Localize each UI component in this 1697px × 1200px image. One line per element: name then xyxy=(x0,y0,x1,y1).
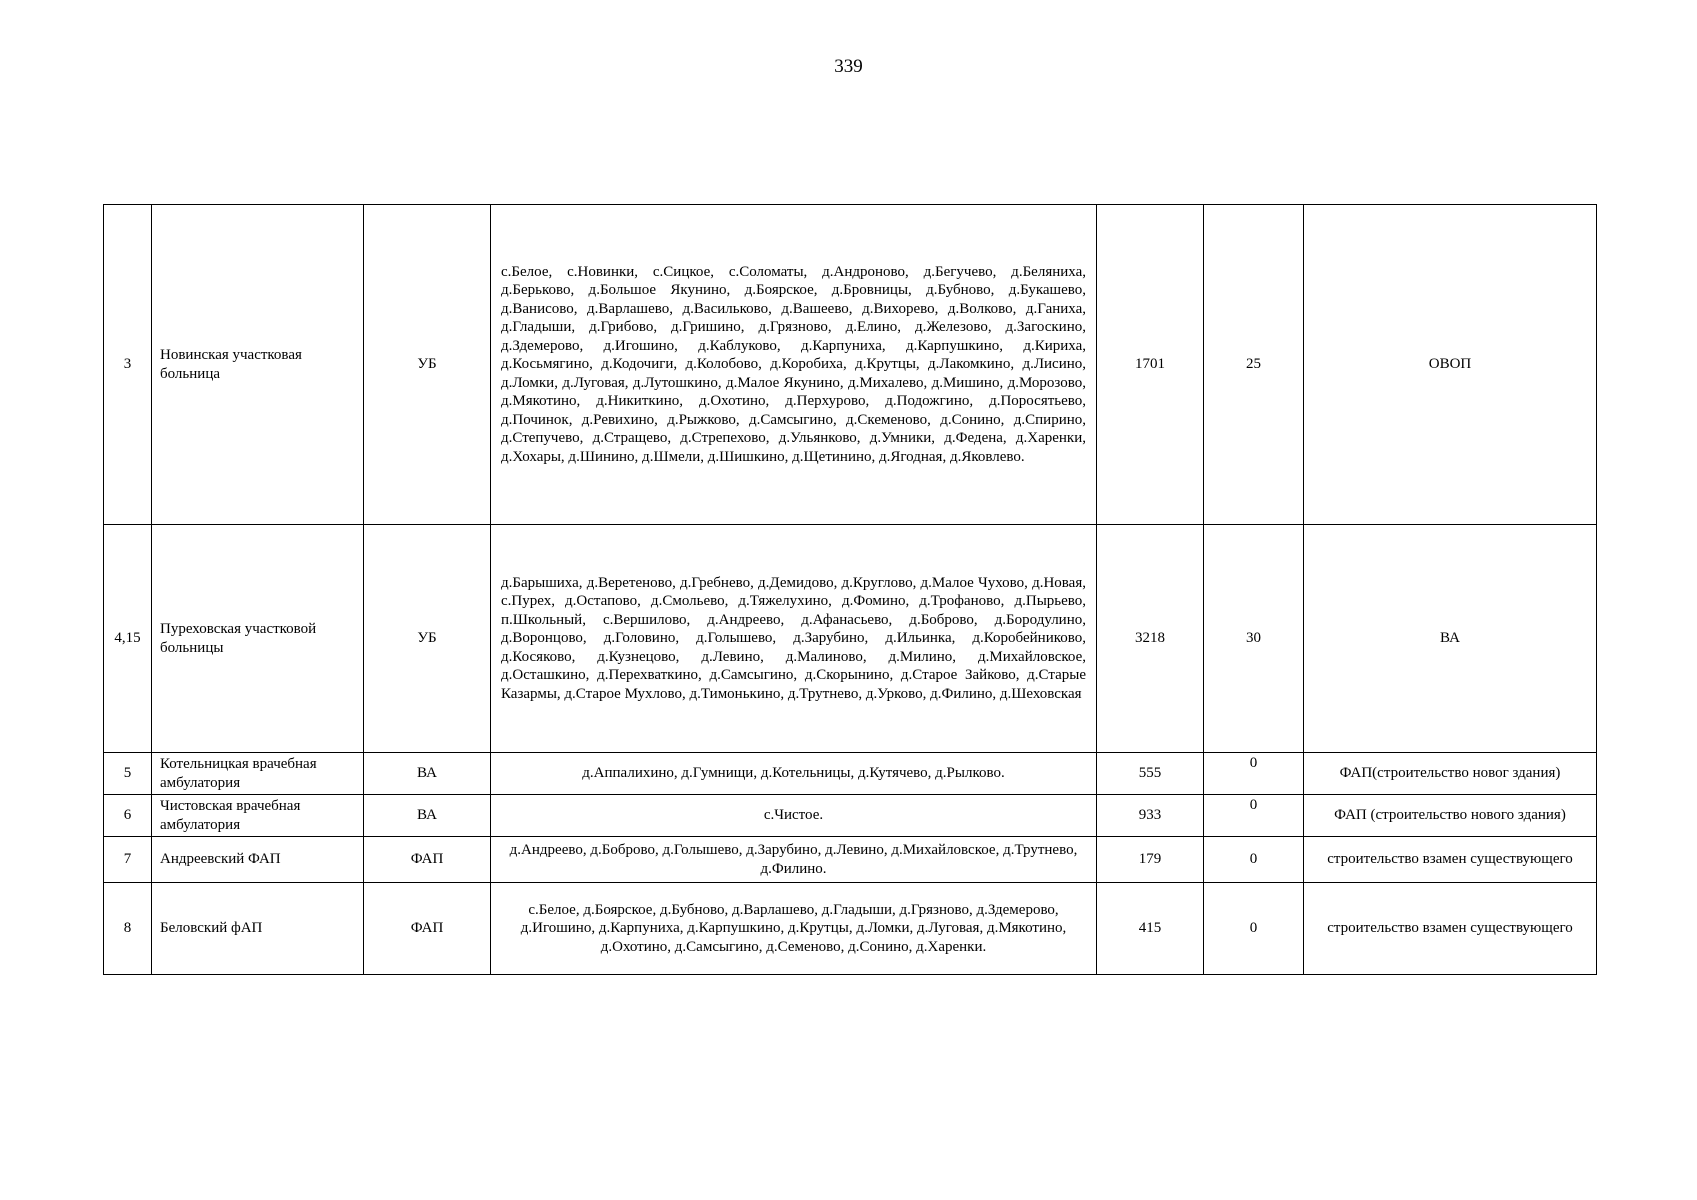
population: 3218 xyxy=(1097,525,1204,753)
facility-name: Котельницкая врачебная амбулатория xyxy=(152,753,364,795)
facility-type: ВА xyxy=(364,753,491,795)
population: 415 xyxy=(1097,883,1204,975)
planned-action: ВА xyxy=(1304,525,1597,753)
facility-type: ВА xyxy=(364,795,491,837)
row-number: 7 xyxy=(104,837,152,883)
staff-count: 30 xyxy=(1204,525,1304,753)
row-number: 8 xyxy=(104,883,152,975)
service-area: с.Чистое. xyxy=(491,795,1097,837)
facility-name: Новинская участковая больница xyxy=(152,205,364,525)
facility-name: Андреевский ФАП xyxy=(152,837,364,883)
population: 933 xyxy=(1097,795,1204,837)
table-row xyxy=(104,525,1597,753)
population: 179 xyxy=(1097,837,1204,883)
row-number: 6 xyxy=(104,795,152,837)
facility-name: Беловский фАП xyxy=(152,883,364,975)
facility-type: УБ xyxy=(364,205,491,525)
row-number: 3 xyxy=(104,205,152,525)
staff-count: 0 xyxy=(1204,795,1304,837)
facilities-table xyxy=(103,204,1597,975)
service-area: с.Белое, с.Новинки, с.Сицкое, с.Соломаты, д.Андроново, д.Бегучево, д.Беляниха, д.Берьково, д.Большое Якунино, д.Боярское, д.Бровницы, д.Бубново, д.Букашево, д.Ванисово, д.Варлашево, д.Васильково, д.Вашеево, д.Вихорево, д.Волково, д.Ганиха, д.Гладыши, д.Грибово, д.Гришино, д.Грязново, д.Елино, д.Железово, д.Загоскино, д.Здемерово, д.Игошино, д.Каблуково, д.Карпуниха, д.Карпушкино, д.Кириха, д.Косьмягино, д.Кодочиги, д.Колобово, д.Коробиха, д.Крутцы, д.Лакомкино, д.Лисино, д.Ломки, д.Луговая, д.Лутошкино, д.Малое Якунино, д.Михалево, д.Мишино, д.Морозово, д.Мякотино, д.Никиткино, д.Охотино, д.Перхурово, д.Подожгино, д.Поросятьево, д.Починок, д.Ревихино, д.Рыжково, д.Самсыгино, д.Скеменово, д.Сонино, д.Спирино, д.Степучево, д.Стращево, д.Стрепехово, д.Ульянково, д.Умники, д.Федена, д.Харенки, д.Хохары, д.Шинино, д.Шмели, д.Шишкино, д.Щетинино, д.Ягодная, д.Яковлево. xyxy=(491,205,1097,525)
planned-action: ФАП (строительство нового здания) xyxy=(1304,795,1597,837)
table-row xyxy=(104,205,1597,525)
population: 1701 xyxy=(1097,205,1204,525)
row-number: 5 xyxy=(104,753,152,795)
facility-type: УБ xyxy=(364,525,491,753)
facility-name: Пуреховская участковой больницы xyxy=(152,525,364,753)
table-row xyxy=(104,883,1597,975)
planned-action: ОВОП xyxy=(1304,205,1597,525)
service-area: с.Белое, д.Боярское, д.Бубново, д.Варлашево, д.Гладыши, д.Грязново, д.Здемерово, д.Игошино, д.Карпуниха, д.Карпушкино, д.Крутцы, д.Ломки, д.Луговая, д.Мякотино, д.Охотино, д.Самсыгино, д.Семеново, д.Сонино, д.Харенки. xyxy=(491,883,1097,975)
service-area: д.Барышиха, д.Веретеново, д.Гребнево, д.Демидово, д.Круглово, д.Малое Чухово, д.Новая, с.Пурех, д.Остапово, д.Смольево, д.Тяжелухино, д.Фомино, д.Трофаново, д.Пырьево, п.Школьный, с.Вершилово, д.Андреево, д.Афанасьево, д.Боброво, д.Бородулино, д.Воронцово, д.Головино, д.Голышево, д.Зарубино, д.Ильинка, д.Коробейниково, д.Косяково, д.Кузнецово, д.Левино, д.Малиново, д.Милино, д.Михайловское, д.Осташкино, д.Перехваткино, д.Самсыгино, д.Скорынино, д.Старое Зайково, д.Старые Казармы, д.Старое Мухлово, д.Тимонькино, д.Трутнево, д.Урково, д.Филино, д.Шеховская xyxy=(491,525,1097,753)
table-row xyxy=(104,837,1597,883)
planned-action: строительство взамен существующего xyxy=(1304,883,1597,975)
planned-action: ФАП(строительство новог здания) xyxy=(1304,753,1597,795)
staff-count: 0 xyxy=(1204,837,1304,883)
table-row xyxy=(104,753,1597,795)
service-area: д.Аппалихино, д.Гумнищи, д.Котельницы, д.Кутячево, д.Рылково. xyxy=(491,753,1097,795)
service-area: д.Андреево, д.Боброво, д.Голышево, д.Зарубино, д.Левино, д.Михайловское, д.Трутнево, д.Филино. xyxy=(491,837,1097,883)
population: 555 xyxy=(1097,753,1204,795)
facility-type: ФАП xyxy=(364,883,491,975)
staff-count: 0 xyxy=(1204,883,1304,975)
staff-count: 0 xyxy=(1204,753,1304,795)
planned-action: строительство взамен существующего xyxy=(1304,837,1597,883)
table-row xyxy=(104,795,1597,837)
facility-type: ФАП xyxy=(364,837,491,883)
row-number: 4,15 xyxy=(104,525,152,753)
staff-count: 25 xyxy=(1204,205,1304,525)
page-number: 339 xyxy=(834,56,863,77)
facility-name: Чистовская врачебная амбулатория xyxy=(152,795,364,837)
